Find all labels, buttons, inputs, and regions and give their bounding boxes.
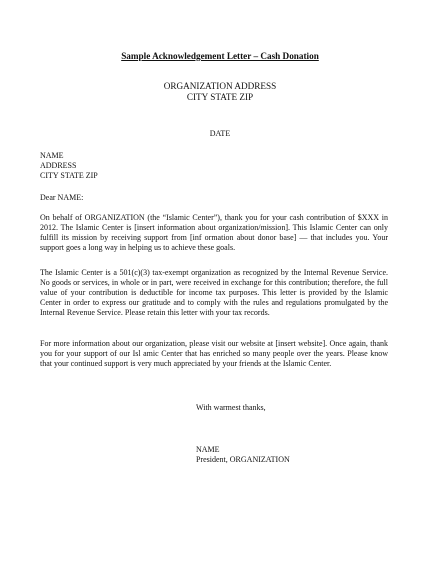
letter-title: Sample Acknowledgement Letter – Cash Donation: [121, 51, 319, 61]
salutation: Dear NAME:: [40, 193, 84, 202]
paragraph-more-info: For more information about our organization, please visit our website at [insert website]. Once again, thank you for your support of our Isl amic Center that has enriched so many people over the years. Please know that your continued support is very much appreciated by your friends at the Islamic Center.: [40, 339, 388, 368]
letter-date: DATE: [209, 129, 231, 138]
signer-name: NAME: [196, 445, 220, 454]
org-address-line: ORGANIZATION ADDRESS: [163, 81, 277, 91]
recipient-name: NAME: [40, 151, 64, 160]
paragraph-thanks: On behalf of ORGANIZATION (the “Islamic Center”), thank you for your cash contribution of $XXX in 2012. The Islamic Center is [insert information about organization/mission]. This Islamic Center can only fulfill its mission by receiving support from [inf ormation about donor base] — that includes you. Your support goes a long way in helping us to achieve these goals.: [40, 213, 388, 252]
signer-title: President, ORGANIZATION: [196, 455, 290, 464]
recipient-address: ADDRESS: [40, 161, 77, 170]
paragraph-tax-info: The Islamic Center is a 501(c)(3) tax-exempt organization as recognized by the Internal Revenue Service. No goods or services, in whole or in part, were received in exchange for this contribution; therefore, the full value of your contribution is deductible for income tax purposes. This letter is provided by the Islamic Center in order to express our gratitude and to comply with the rules and regulations promulgated by the Internal Revenue Service. Please retain this letter with your tax records.: [40, 268, 388, 317]
recipient-block: [40, 151, 98, 181]
org-city-state-zip: CITY STATE ZIP: [186, 92, 254, 102]
signature-block: [196, 445, 290, 465]
organization-address: [40, 81, 400, 103]
recipient-city-state-zip: CITY STATE ZIP: [40, 171, 98, 180]
closing: With warmest thanks,: [196, 403, 266, 412]
